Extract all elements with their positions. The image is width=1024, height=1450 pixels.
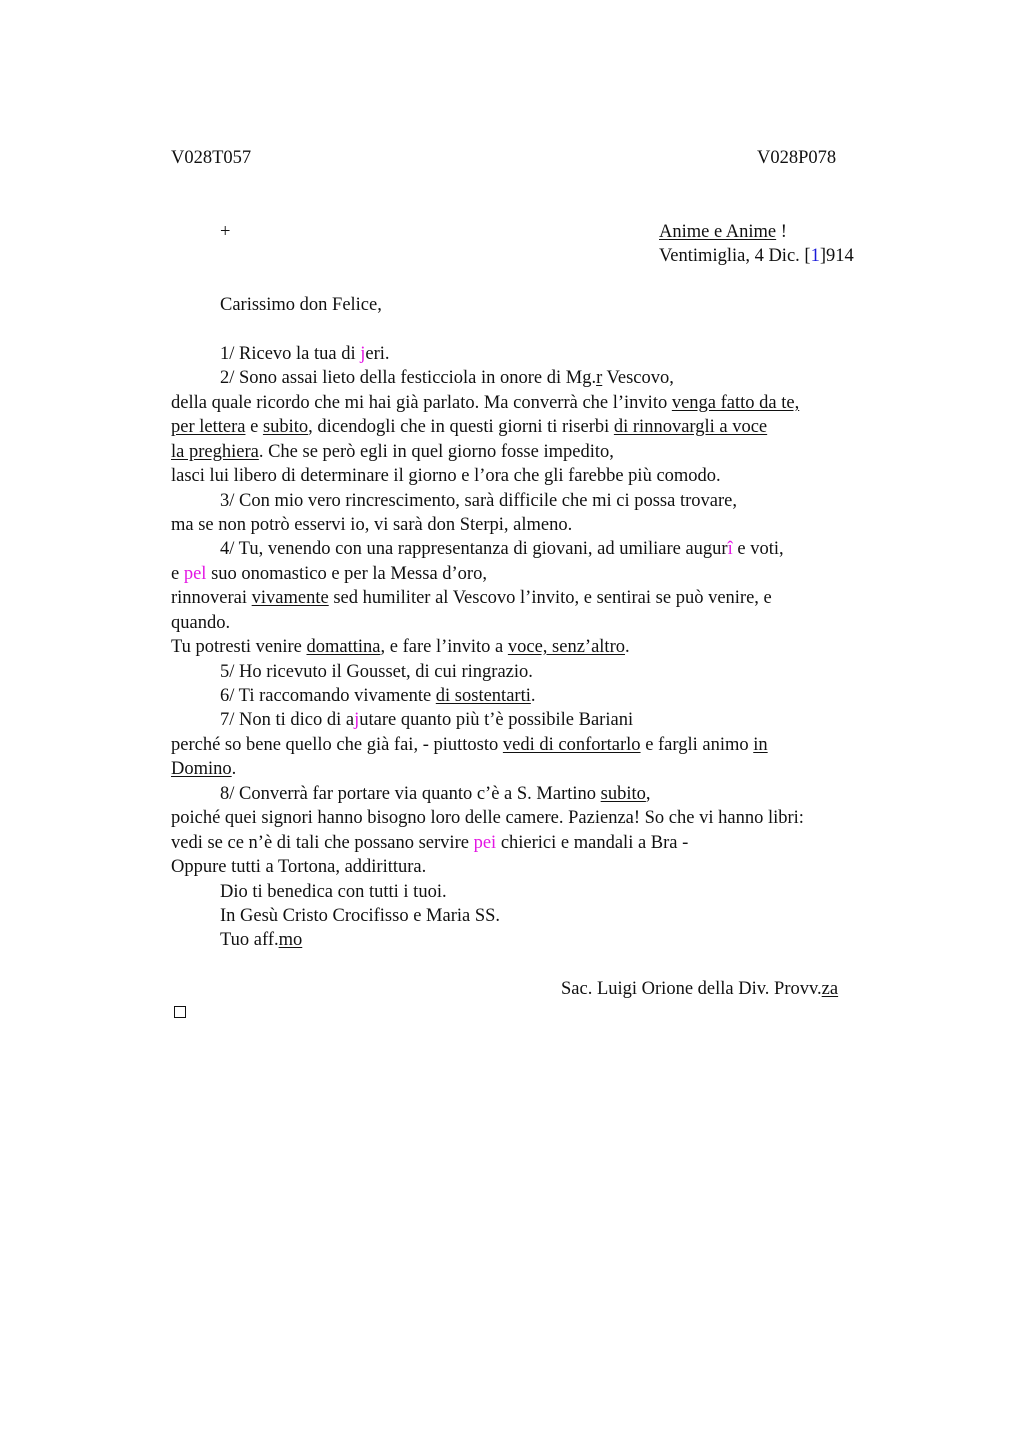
point-2-l2b: venga fatto da te, <box>671 393 800 413</box>
point-4-l5d: voce, senz’altro <box>507 637 625 657</box>
point-2-line-1 <box>220 366 674 390</box>
point-2-l4a: la preghiera <box>171 442 259 462</box>
point-8-l1b: subito <box>600 784 646 804</box>
point-7-l2c: e fargli animo <box>640 735 754 755</box>
point-4-l5b: domattina <box>306 637 381 657</box>
point-7-l2b: vedi di confortarlo <box>502 735 641 755</box>
point-7-l2a: perché so bene quello che già fai, - piuttosto <box>171 735 503 755</box>
point-3-line-1: 3/ Con mio vero rincrescimento, sarà difficile che mi ci possa trovare, <box>220 491 737 511</box>
motto <box>659 220 787 244</box>
place-date-suffix: ]914 <box>819 246 854 266</box>
place-date-prefix: Ventimiglia, 4 Dic. [ <box>659 246 811 266</box>
point-2-line-3 <box>171 415 767 439</box>
point-2-l3a: per lettera <box>171 417 246 437</box>
point-8-line-1 <box>220 782 651 806</box>
point-7-l3a: Domino <box>171 759 232 779</box>
place-date <box>659 244 854 268</box>
motto-text: Anime e Anime <box>659 222 777 242</box>
cross-mark: + <box>220 222 231 242</box>
point-4-l5c: , e fare l’invito a <box>380 637 508 657</box>
point-2-line-2 <box>171 391 799 415</box>
closing-aff-b: mo <box>278 930 303 950</box>
point-2-l1a: 2/ Sono assai lieto della festicciola in onore di Mg. <box>220 368 597 388</box>
closing-blessing: Dio ti benedica con tutti i tuoi. <box>220 882 447 902</box>
point-4-line-4: quando. <box>171 613 231 633</box>
point-4-line-1 <box>220 537 784 561</box>
point-4-l5e: . <box>624 637 630 657</box>
signature <box>561 977 838 1001</box>
point-1-b: j <box>360 344 366 364</box>
point-7-l3b: . <box>231 759 237 779</box>
motto-suffix: ! <box>776 222 787 242</box>
point-4-l2a: e <box>171 564 184 584</box>
point-8-l3a: vedi se ce n’è di tali che possano servire <box>171 833 474 853</box>
point-5: 5/ Ho ricevuto il Gousset, di cui ringrazio. <box>220 662 533 682</box>
point-2-l4b: . Che se però egli in quel giorno fosse impedito, <box>258 442 614 462</box>
point-4-l3a: rinnoverai <box>171 588 252 608</box>
point-4-l2b: pel <box>183 564 207 584</box>
point-8-line-2: poiché quei signori hanno bisogno loro delle camere. Pazienza! So che vi hanno libri: <box>171 808 804 828</box>
point-8-l3b: pei <box>473 833 497 853</box>
point-1 <box>220 342 390 366</box>
point-7-l2d: in <box>753 735 768 755</box>
point-8-line-4: Oppure tutti a Tortona, addirittura. <box>171 857 427 877</box>
point-4-l3c: sed humiliter al Vescovo l’invito, e sentirai se può venire, e <box>328 588 772 608</box>
place-date-insert: 1 <box>810 246 820 266</box>
point-6-b: di sostentarti <box>435 686 531 706</box>
point-2-line-4 <box>171 440 614 464</box>
point-2-l1b: r <box>596 368 603 388</box>
point-8-l3c: chierici e mandali a Bra - <box>496 833 689 853</box>
point-6 <box>220 684 535 708</box>
closing-faith: In Gesù Cristo Crocifisso e Maria SS. <box>220 906 501 926</box>
signature-a: Sac. Luigi Orione della Div. Provv. <box>561 979 822 999</box>
point-7-line-2 <box>171 733 768 757</box>
point-4-l3b: vivamente <box>251 588 329 608</box>
point-2-l3c: subito <box>262 417 309 437</box>
document-code-right: V028P078 <box>757 148 837 168</box>
point-7-l1a: 7/ Non ti dico di a <box>220 710 355 730</box>
point-2-l2a: della quale ricordo che mi hai già parlato. Ma converrà che l’invito <box>171 393 672 413</box>
point-4-l2c: suo onomastico e per la Messa d’oro, <box>206 564 487 584</box>
point-2-l3b: e <box>245 417 263 437</box>
point-8-l1c: , <box>645 784 651 804</box>
salutation: Carissimo don Felice, <box>220 295 382 315</box>
point-2-l3d: , dicendogli che in questi giorni ti riserbi <box>308 417 614 437</box>
point-4-l1a: 4/ Tu, venendo con una rappresentanza di giovani, ad umiliare augur <box>220 539 728 559</box>
point-2-l1c: Vescovo, <box>602 368 674 388</box>
point-7-l1c: utare quanto più t’è possibile Bariani <box>359 710 634 730</box>
document-code-left: V028T057 <box>171 148 252 168</box>
point-4-line-5 <box>171 635 630 659</box>
signature-b: za <box>821 979 839 999</box>
point-7-l1b: j <box>354 710 360 730</box>
point-1-a: 1/ Ricevo la tua di <box>220 344 361 364</box>
point-2-line-5: lasci lui libero di determinare il giorno e l’ora che gli farebbe più comodo. <box>171 466 721 486</box>
point-2-l3e: di rinnovargli a voce <box>613 417 768 437</box>
point-1-c: eri. <box>365 344 390 364</box>
point-8-line-3 <box>171 831 688 855</box>
point-4-l1c: e voti, <box>732 539 784 559</box>
point-7-line-3 <box>171 757 236 781</box>
point-4-l5a: Tu potresti venire <box>171 637 307 657</box>
point-6-c: . <box>530 686 536 706</box>
point-4-line-3 <box>171 586 772 610</box>
closing-aff-a: Tuo aff. <box>220 930 279 950</box>
empty-square-icon <box>174 1006 186 1018</box>
point-7-line-1 <box>220 708 633 732</box>
point-6-a: 6/ Ti raccomando vivamente <box>220 686 436 706</box>
point-3-line-2: ma se non potrò esservi io, vi sarà don Sterpi, almeno. <box>171 515 573 535</box>
point-4-line-2 <box>171 562 487 586</box>
point-8-l1a: 8/ Converrà far portare via quanto c’è a S. Martino <box>220 784 601 804</box>
point-4-l1b: î <box>727 539 733 559</box>
closing-aff <box>220 928 302 952</box>
